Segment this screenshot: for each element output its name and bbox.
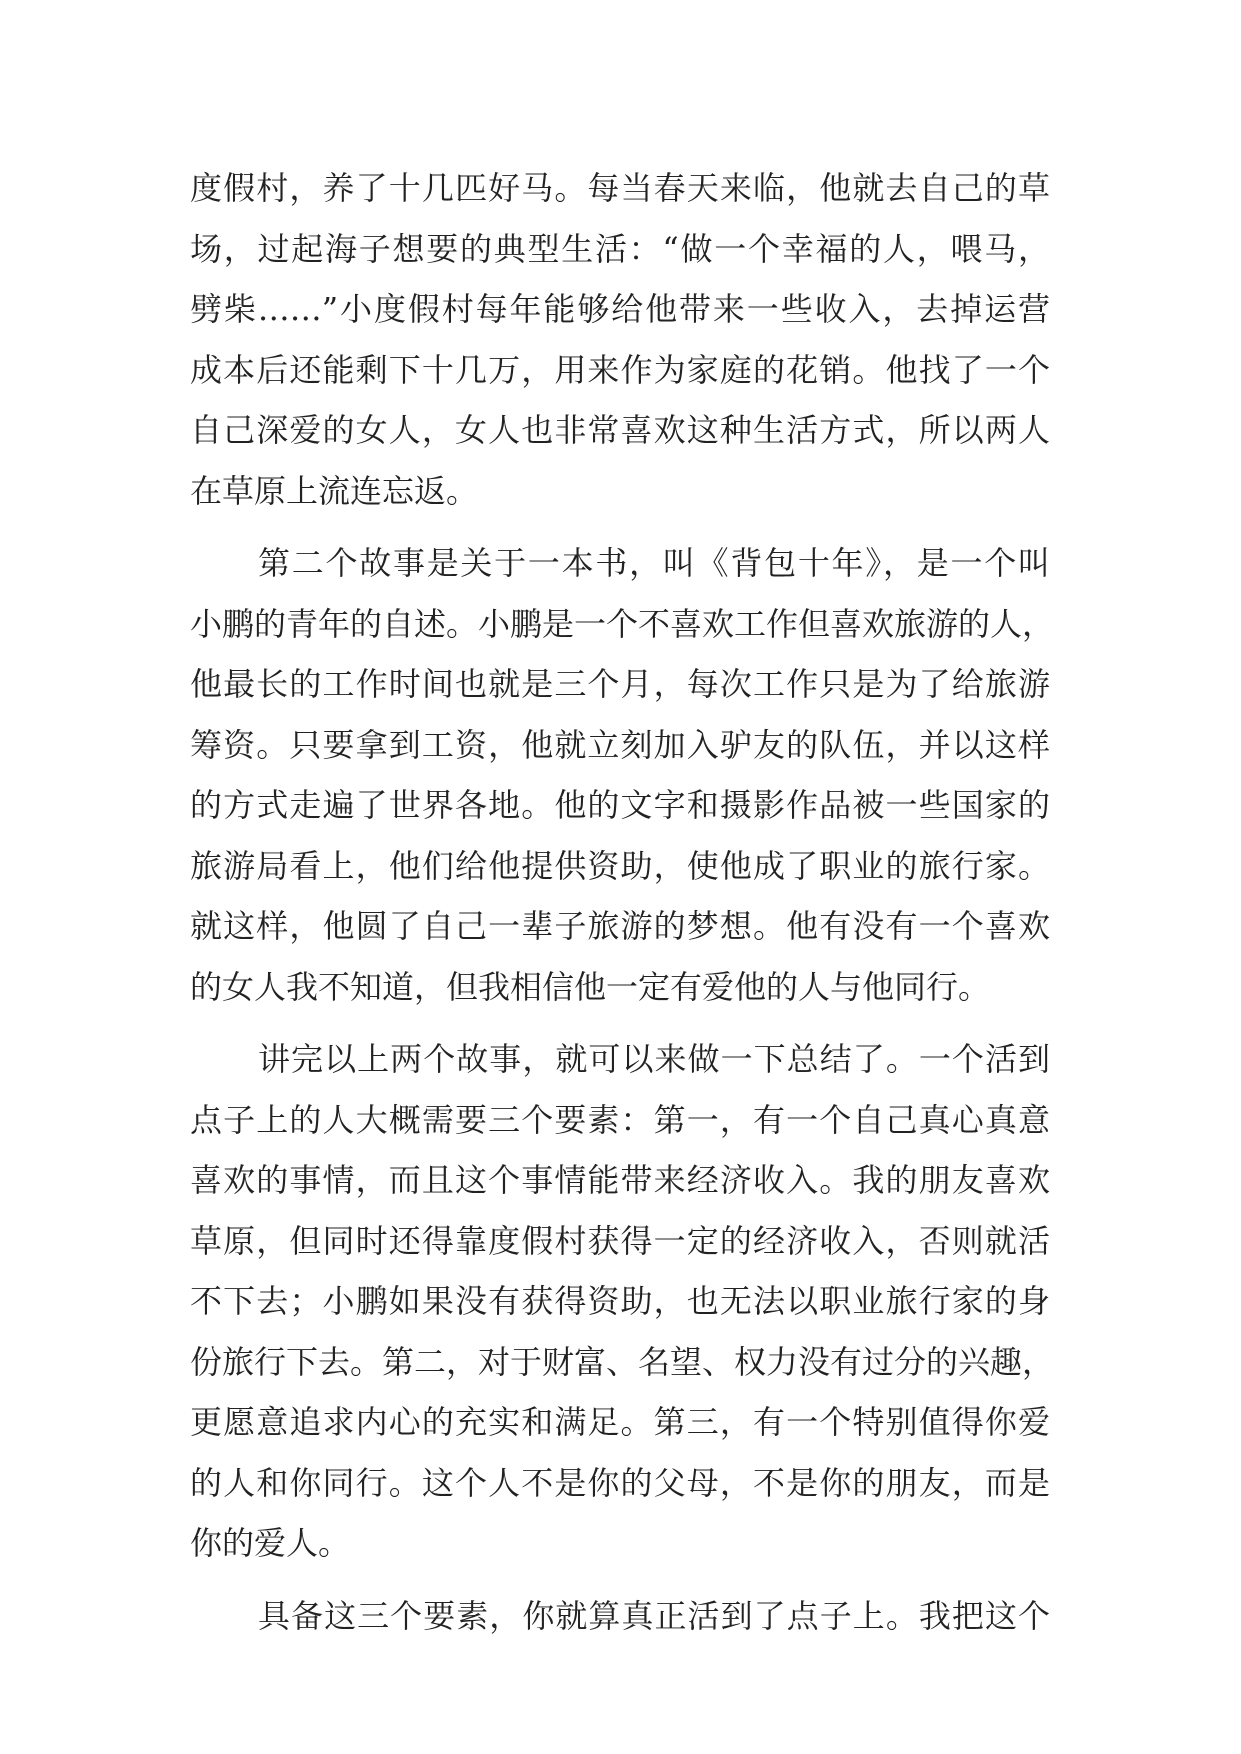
text-line: 筹资。只要拿到工资，他就立刻加入驴友的队伍，并以这样: [190, 725, 1050, 764]
paragraph: [190, 533, 1055, 1017]
text-line: 具备这三个要素，你就算真正活到了点子上。我把这个: [258, 1596, 1050, 1635]
body-text: [190, 158, 1055, 1646]
text-line: 他最长的工作时间也就是三个月，每次工作只是为了给旅游: [190, 665, 1050, 703]
text-line: 更愿意追求内心的充实和满足。第三，有一个特别值得你爱: [190, 1403, 1050, 1441]
text-line: 就这样，他圆了自己一辈子旅游的梦想。他有没有一个喜欢: [190, 907, 1050, 945]
paragraph: [190, 1029, 1055, 1574]
text-line: 小鹏的青年的自述。小鹏是一个不喜欢工作但喜欢旅游的人，: [190, 604, 1055, 643]
text-line: 在草原上流连忘返。: [190, 471, 479, 510]
text-line: 第二个故事是关于一本书，叫《背包十年》，是一个叫: [258, 544, 1050, 582]
paragraph: [190, 1586, 1050, 1647]
text-line: 度假村，养了十几匹好马。每当春天来临，他就去自己的草: [190, 169, 1050, 207]
text-line: 份旅行下去。第二，对于财富、名望、权力没有过分的兴趣，: [190, 1342, 1055, 1381]
text-line: 草原，但同时还得靠度假村获得一定的经济收入，否则就活: [190, 1221, 1050, 1260]
text-line: 点子上的人大概需要三个要素：第一，有一个自己真心真意: [190, 1100, 1050, 1139]
paragraph: [190, 158, 1050, 521]
text-line: 喜欢的事情，而且这个事情能带来经济收入。我的朋友喜欢: [190, 1161, 1050, 1199]
text-line: 的女人我不知道，但我相信他一定有爱他的人与他同行。: [190, 967, 991, 1006]
text-line: 的方式走遍了世界各地。他的文字和摄影作品被一些国家的: [190, 786, 1050, 824]
text-line: 场，过起海子想要的典型生活：“做一个幸福的人，喂马，: [190, 229, 1050, 268]
text-line: 你的爱人。: [190, 1524, 351, 1562]
text-line: 旅游局看上，他们给他提供资助，使他成了职业的旅行家。: [190, 846, 1050, 885]
text-line: 不下去；小鹏如果没有获得资助，也无法以职业旅行家的身: [190, 1282, 1050, 1320]
text-line: 成本后还能剩下十几万，用来作为家庭的花销。他找了一个: [190, 350, 1050, 389]
text-line: 劈柴……”小度假村每年能够给他带来一些收入，去掉运营: [190, 290, 1050, 328]
text-line: 自己深爱的女人，女人也非常喜欢这种生活方式，所以两人: [190, 411, 1050, 449]
text-line: 讲完以上两个故事，就可以来做一下总结了。一个活到: [258, 1040, 1050, 1078]
text-line: 的人和你同行。这个人不是你的父母，不是你的朋友，而是: [190, 1463, 1050, 1502]
